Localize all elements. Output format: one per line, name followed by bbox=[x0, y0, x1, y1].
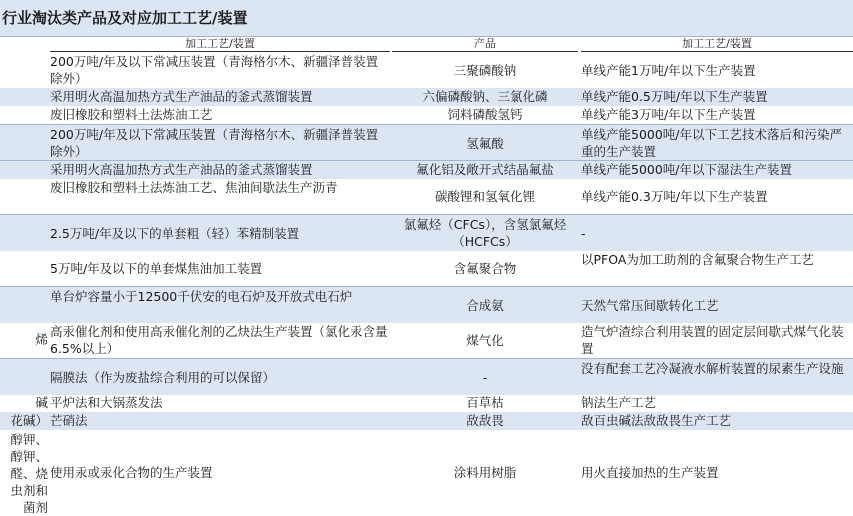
product-cell: 含氟聚合物 bbox=[453, 260, 517, 276]
process-cell: 采用明火高温加热方式生产油品的釜式蒸馏装置 bbox=[50, 162, 313, 177]
product-cell: 百草枯 bbox=[466, 395, 504, 410]
process-cell: 使用汞或汞化合物的生产装置 bbox=[50, 465, 213, 480]
industry-cell: 碱 bbox=[35, 395, 48, 410]
table-row bbox=[0, 178, 853, 214]
process-cell: 废旧橡胶和塑料土法炼油工艺 bbox=[50, 107, 213, 122]
product-process-cell: 钠法生产工艺 bbox=[581, 395, 657, 410]
table-row bbox=[0, 430, 853, 515]
header-process-left: 加工工艺/装置 bbox=[50, 37, 390, 52]
product-cell: 氢氟酸 bbox=[466, 135, 504, 151]
process-cell: 高汞催化剂和使用高汞催化剂的乙炔法生产装置（氯化汞含量6.5%以上） bbox=[50, 324, 388, 356]
table-row bbox=[0, 214, 853, 251]
table-row bbox=[0, 88, 853, 106]
product-cell: 氟化铝及敞开式结晶氟盐 bbox=[416, 162, 554, 177]
table-title: 行业淘汰类产品及对应加工工艺/装置 bbox=[0, 0, 853, 37]
header-process-right: 加工工艺/装置 bbox=[581, 37, 853, 52]
process-cell: 单台炉容量小于12500千伏安的电石炉及开放式电石炉 bbox=[50, 289, 353, 304]
table-row bbox=[0, 160, 853, 179]
table-row bbox=[0, 358, 853, 395]
process-cell: 采用明火高温加热方式生产油品的釜式蒸馏装置 bbox=[50, 89, 313, 104]
product-process-cell: 单线产能3万吨/年以下生产装置 bbox=[581, 107, 756, 122]
product-cell: 涂料用树脂 bbox=[453, 465, 517, 480]
product-process-cell: 造气炉渣综合利用装置的固定层间歇式煤气化装置 bbox=[581, 324, 844, 356]
process-cell: 200万吨/年及以下常减压装置（青海格尔木、新疆泽普装置除外） bbox=[50, 127, 379, 159]
product-process-cell: 没有配套工艺冷凝液水解析装置的尿素生产设施 bbox=[581, 361, 844, 376]
product-cell: 饲料磷酸氢钙 bbox=[447, 107, 523, 122]
table-row bbox=[0, 394, 853, 412]
product-process-cell: 单线产能0.3万吨/年以下生产装置 bbox=[581, 188, 768, 204]
product-cell: 碳酸锂和氢氧化锂 bbox=[434, 188, 535, 204]
table-row bbox=[0, 106, 853, 124]
table-row bbox=[0, 412, 853, 430]
process-cell: 平炉法和大锅蒸发法 bbox=[50, 395, 163, 410]
process-cell: 隔膜法（作为废盐综合利用的可以保留） bbox=[50, 369, 276, 385]
process-cell: 5万吨/年及以下的单套煤焦油加工装置 bbox=[50, 260, 263, 276]
table-row bbox=[0, 124, 853, 161]
product-process-cell: 单线产能5000吨/年以下工艺技术落后和污染严重的生产装置 bbox=[581, 127, 843, 159]
product-process-cell: - bbox=[581, 225, 586, 241]
product-cell: 煤气化 bbox=[466, 332, 504, 348]
industry-cell: 花碱） bbox=[10, 413, 48, 428]
table-row bbox=[0, 52, 853, 88]
product-process-cell: 用火直接加热的生产装置 bbox=[581, 465, 719, 480]
table-row bbox=[0, 250, 853, 286]
table-row bbox=[0, 286, 853, 323]
process-cell: 200万吨/年及以下常减压装置（青海格尔木、新疆泽普装置除外） bbox=[50, 54, 379, 86]
industry-cell: 醇钾、 醇钾、 醛、烧 虫剂和 菌剂 bbox=[10, 432, 48, 515]
product-cell: 三聚磷酸钠 bbox=[453, 62, 517, 78]
product-cell: 六偏磷酸钠、三氯化磷 bbox=[422, 89, 548, 104]
product-process-cell: 敌百虫碱法敌敌畏生产工艺 bbox=[581, 413, 732, 428]
process-cell: 2.5万吨/年及以下的单套粗（轻）苯精制装置 bbox=[50, 225, 300, 241]
header-product: 产品 bbox=[392, 37, 578, 52]
product-cell: 敌敌畏 bbox=[466, 413, 504, 428]
product-process-cell: 天然气常压间歇转化工艺 bbox=[581, 297, 719, 313]
process-cell: 废旧橡胶和塑料土法炼油工艺、焦油间歇法生产沥青 bbox=[50, 180, 338, 195]
table-row bbox=[0, 322, 853, 358]
product-process-cell: 单线产能1万吨/年以下生产装置 bbox=[581, 62, 756, 78]
product-process-cell: 单线产能0.5万吨/年以下生产装置 bbox=[581, 89, 768, 104]
product-cell: 氯氟烃（CFCs），含氢氯氟烃（HCFCs） bbox=[403, 217, 567, 249]
process-cell: 芒硝法 bbox=[50, 413, 88, 428]
product-process-cell: 单线产能5000吨/年以下湿法生产装置 bbox=[581, 162, 793, 177]
industry-cell bbox=[0, 52, 48, 88]
product-cell: 合成氨 bbox=[466, 297, 504, 313]
product-cell: - bbox=[482, 369, 488, 385]
industry-cell: 烯 bbox=[35, 332, 48, 347]
product-process-cell: 以PFOA为加工助剂的含氟聚合物生产工艺 bbox=[581, 252, 814, 267]
